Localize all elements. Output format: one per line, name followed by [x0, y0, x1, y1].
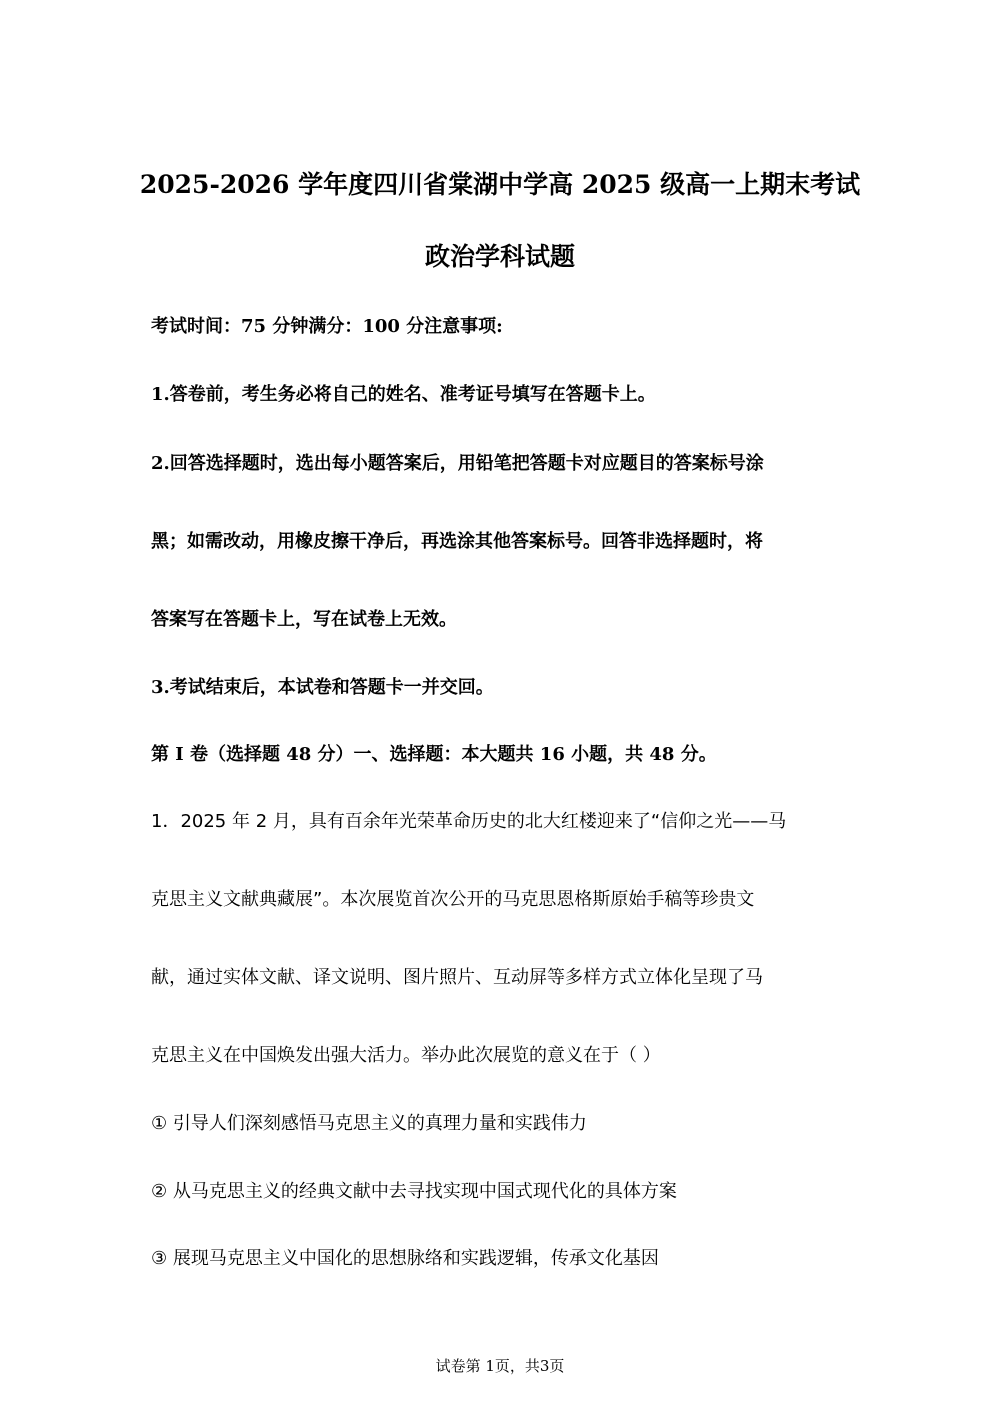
- notice-item-1: 1.答卷前，考生务必将自己的姓名、准考证号填写在答题卡上。: [151, 384, 656, 405]
- question-1-stem-line-4: 克思主义在中国焕发出强大活力。举办此次展览的意义在于（ ）: [151, 1045, 661, 1066]
- notice-item-2-line-1: 2.回答选择题时，选出每小题答案后，用铅笔把答题卡对应题目的答案标号涂: [151, 453, 764, 474]
- exam-title: 2025-2026 学年度四川省棠湖中学高 2025 级高一上期末考试: [139, 170, 861, 199]
- page-footer: 试卷第 1页，共3页: [435, 1357, 565, 1375]
- question-1-stem-line-1: 1．2025 年 2 月，具有百余年光荣革命历史的北大红楼迎来了“信仰之光——马: [151, 811, 787, 832]
- notice-item-2-line-3: 答案写在答题卡上，写在试卷上无效。: [151, 609, 457, 630]
- notice-item-3: 3.考试结束后，本试卷和答题卡一并交回。: [151, 677, 494, 698]
- question-1-option-2: ② 从马克思主义的经典文献中去寻找实现中国式现代化的具体方案: [151, 1181, 677, 1202]
- question-1-stem-line-3: 献，通过实体文献、译文说明、图片照片、互动屏等多样方式立体化呈现了马: [151, 967, 763, 988]
- question-1-option-1: ① 引导人们深刻感悟马克思主义的真理力量和实践伟力: [151, 1113, 587, 1134]
- question-1-option-3: ③ 展现马克思主义中国化的思想脉络和实践逻辑，传承文化基因: [151, 1248, 659, 1269]
- question-1-stem-line-2: 克思主义文献典藏展”。本次展览首次公开的马克思恩格斯原始手稿等珍贵文: [151, 889, 755, 910]
- notice-item-2-line-2: 黑；如需改动，用橡皮擦干净后，再选涂其他答案标号。回答非选择题时，将: [151, 531, 763, 552]
- exam-info-header: 考试时间：75 分钟满分：100 分注意事项:: [151, 316, 503, 337]
- section-heading: 第 I 卷（选择题 48 分）一、选择题：本大题共 16 小题，共 48 分。: [151, 744, 717, 765]
- exam-subject-title: 政治学科试题: [424, 242, 575, 271]
